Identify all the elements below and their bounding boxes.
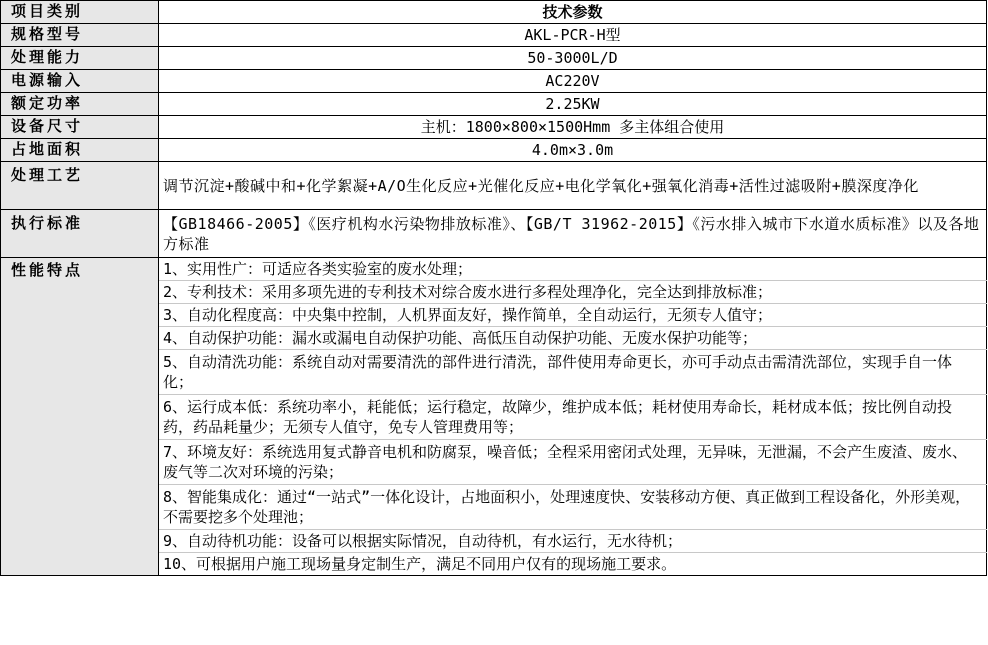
table-row xyxy=(1,210,987,258)
feature-item: 1、实用性广：可适应各类实验室的废水处理； xyxy=(159,258,987,281)
row-value: 【GB18466-2005】《医疗机构水污染物排放标准》、【GB/T 31962-2015】《污水排入城市下水道水质标准》以及各地方标准 xyxy=(159,210,987,258)
table-row xyxy=(1,70,987,93)
feature-item: 7、环境友好：系统选用复式静音电机和防腐泵，噪音低；全程采用密闭式处理，无异味，无泄漏，不会产生废渣、废水、废气等二次对环境的污染； xyxy=(159,440,987,485)
feature-item: 9、自动待机功能：设备可以根据实际情况，自动待机，有水运行，无水待机； xyxy=(159,530,987,553)
row-label: 额定功率 xyxy=(1,93,159,116)
row-label: 处理能力 xyxy=(1,47,159,70)
feature-item: 8、智能集成化：通过“一站式”一体化设计，占地面积小，处理速度快、安装移动方便、真正做到工程设备化，外形美观，不需要挖多个处理池； xyxy=(159,485,987,530)
row-label: 设备尺寸 xyxy=(1,116,159,139)
table-header-row xyxy=(1,1,987,24)
row-value: AC220V xyxy=(159,70,987,93)
row-label: 处理工艺 xyxy=(1,162,159,210)
row-value: 调节沉淀+酸碱中和+化学絮凝+A/O生化反应+光催化反应+电化学氧化+强氧化消毒+活性过滤吸附+膜深度净化 xyxy=(159,162,987,210)
header-category: 项目类别 xyxy=(1,1,159,24)
row-value: 主机：1800×800×1500Hmm 多主体组合使用 xyxy=(159,116,987,139)
feature-item: 6、运行成本低：系统功率小，耗能低；运行稳定，故障少，维护成本低；耗材使用寿命长，耗材成本低；按比例自动投药，药品耗量少；无须专人值守，免专人管理费用等； xyxy=(159,395,987,440)
table-row xyxy=(1,24,987,47)
row-label: 执行标准 xyxy=(1,210,159,258)
table-row xyxy=(1,139,987,162)
table-row xyxy=(1,162,987,210)
row-value: 2.25KW xyxy=(159,93,987,116)
feature-item: 10、可根据用户施工现场量身定制生产，满足不同用户仅有的现场施工要求。 xyxy=(159,553,987,576)
feature-item: 4、自动保护功能：漏水或漏电自动保护功能、高低压自动保护功能、无废水保护功能等； xyxy=(159,327,987,350)
features-label: 性能特点 xyxy=(1,258,159,576)
row-label: 规格型号 xyxy=(1,24,159,47)
row-value: AKL-PCR-H型 xyxy=(159,24,987,47)
header-parameters: 技术参数 xyxy=(159,1,987,24)
feature-row xyxy=(1,258,987,281)
row-label: 电源输入 xyxy=(1,70,159,93)
row-value: 4.0m×3.0m xyxy=(159,139,987,162)
table-row xyxy=(1,93,987,116)
feature-item: 3、自动化程度高：中央集中控制，人机界面友好，操作简单，全自动运行，无须专人值守； xyxy=(159,304,987,327)
feature-item: 2、专利技术：采用多项先进的专利技术对综合废水进行多程处理净化，完全达到排放标准； xyxy=(159,281,987,304)
table-row xyxy=(1,47,987,70)
feature-item: 5、自动清洗功能：系统自动对需要清洗的部件进行清洗，部件使用寿命更长，亦可手动点击需清洗部位，实现手自一体化； xyxy=(159,350,987,395)
row-label: 占地面积 xyxy=(1,139,159,162)
row-value: 50-3000L/D xyxy=(159,47,987,70)
table-row xyxy=(1,116,987,139)
